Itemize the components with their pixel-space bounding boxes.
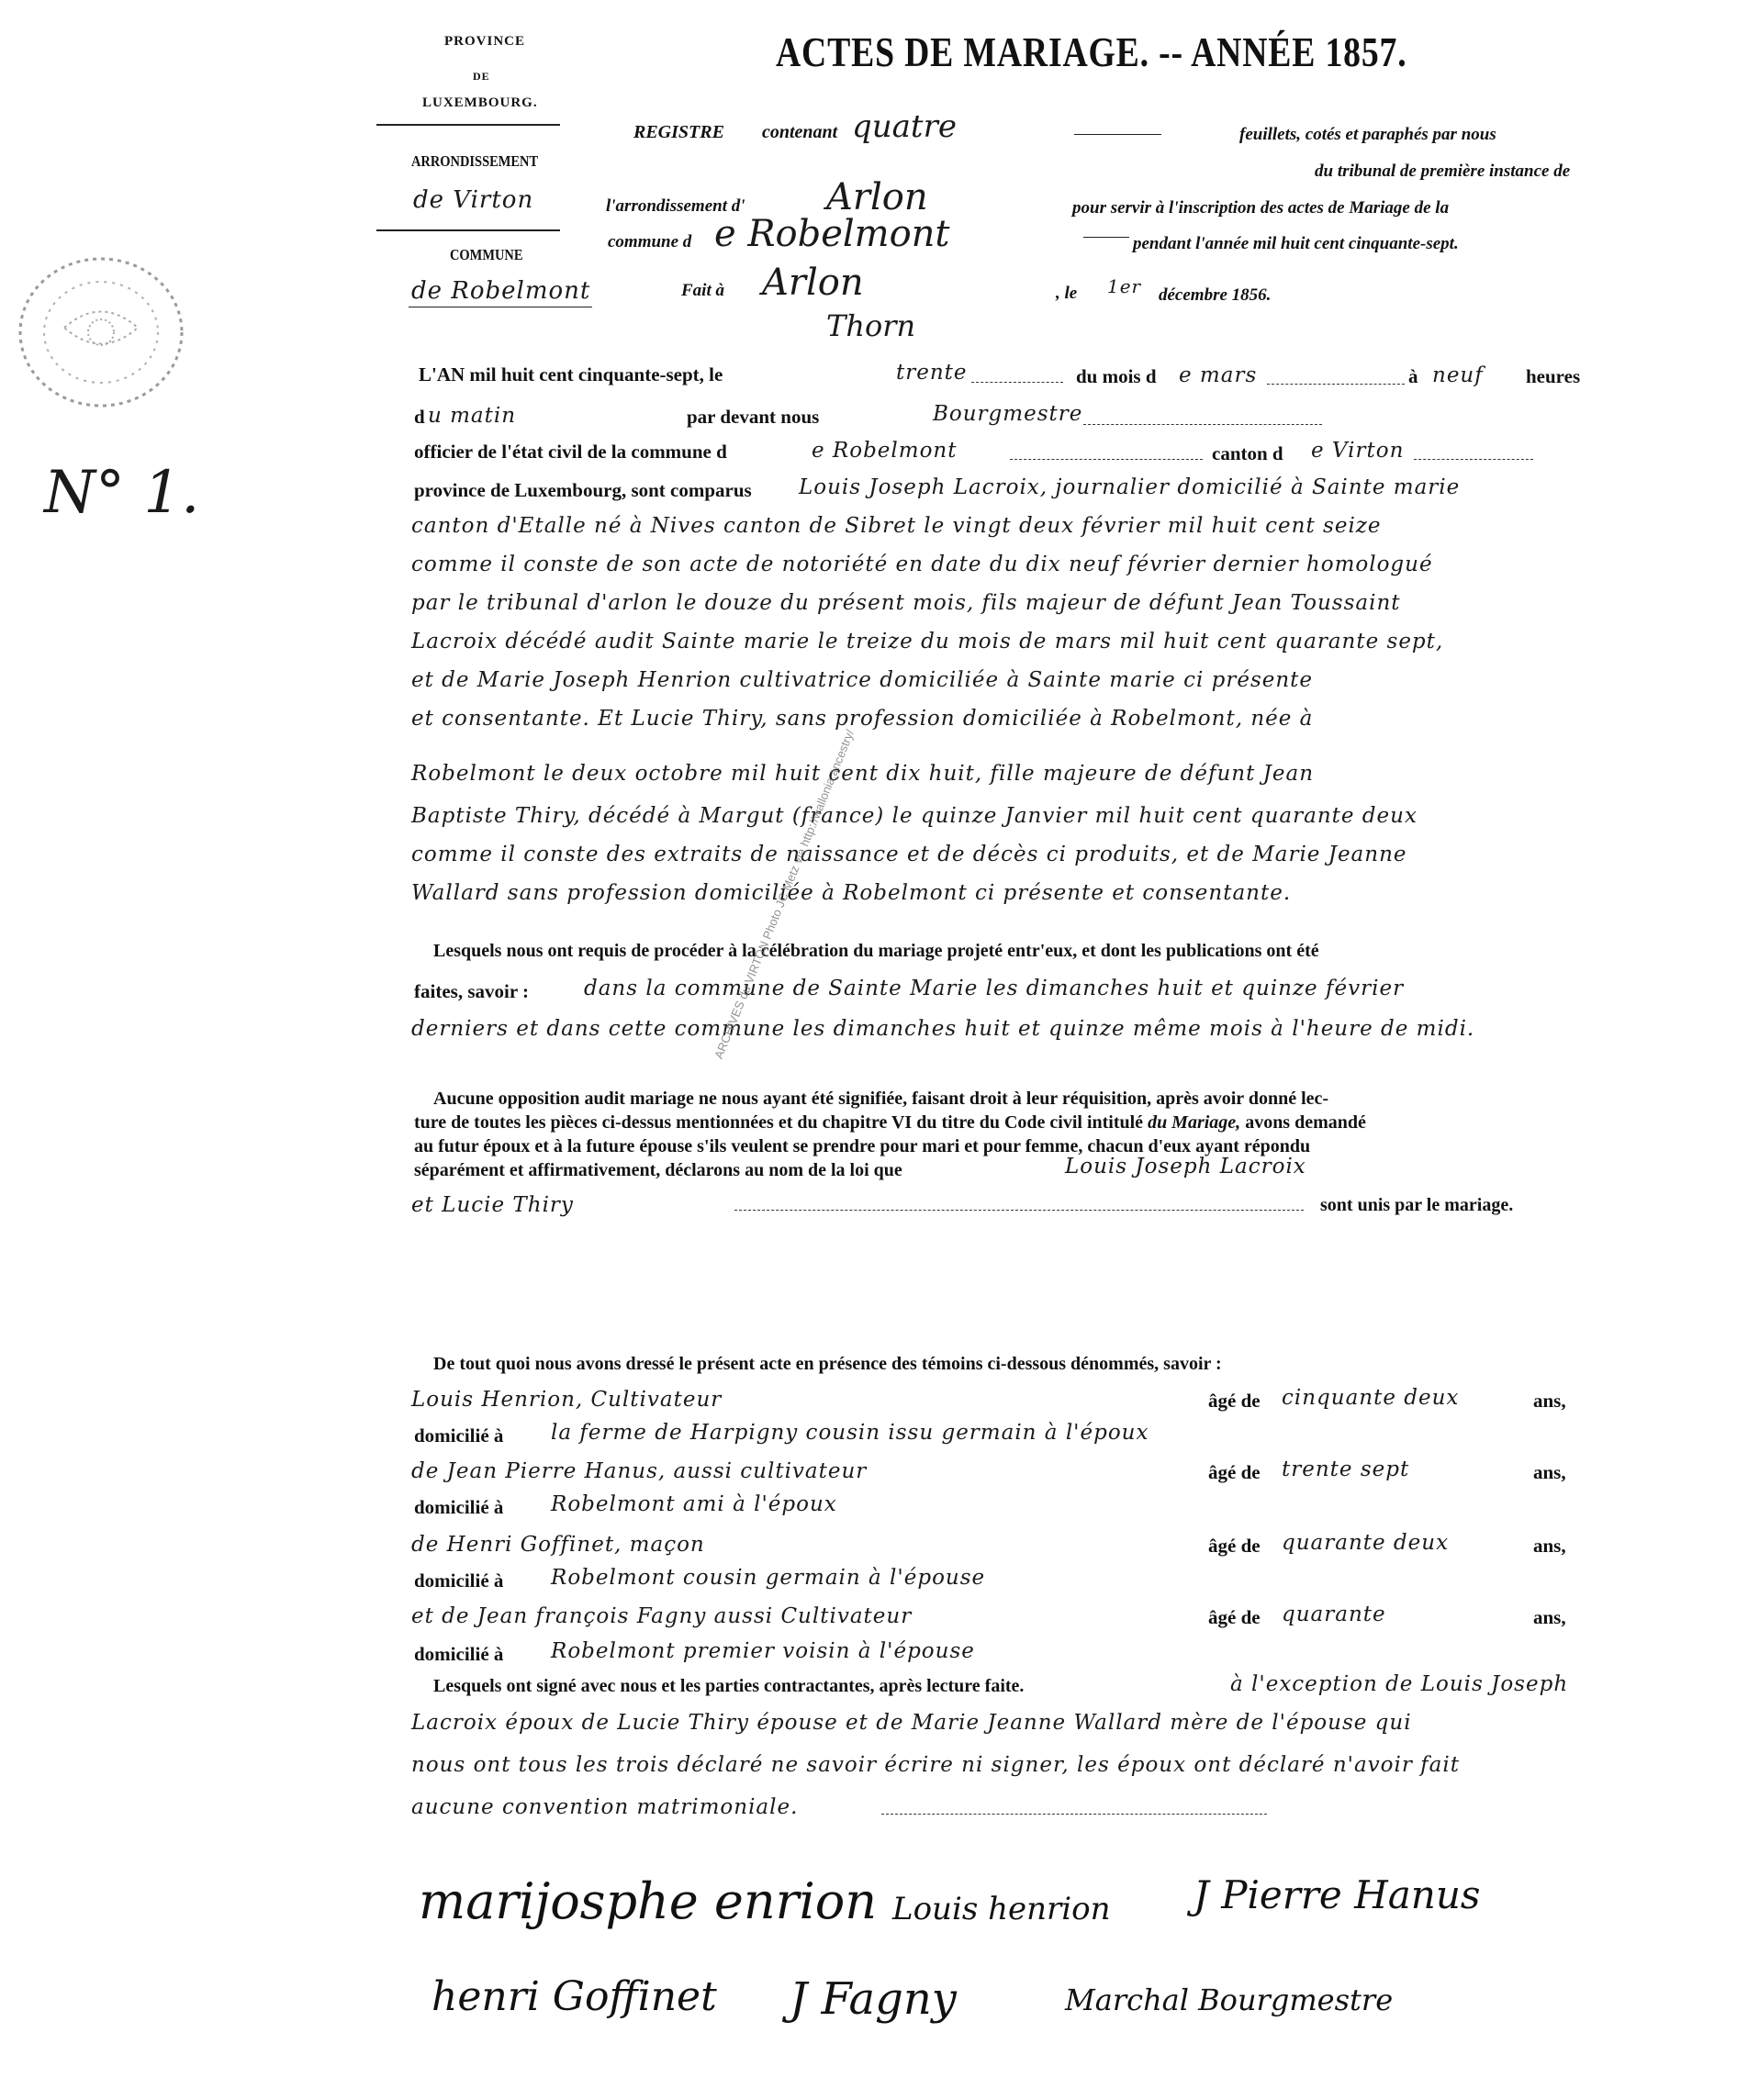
- acte-hand-line-2: comme il conste de son acte de notoriété en date du dix neuf février dernier homologué: [411, 553, 1433, 576]
- opposition-unis-text: sont unis par le mariage.: [1320, 1195, 1514, 1215]
- act-number: N° 1.: [44, 459, 200, 527]
- acte-time-value: u matin: [428, 404, 517, 428]
- witness-3-name: de Henri Goffinet, maçon: [411, 1533, 705, 1557]
- registre-feuillets-line: [1074, 134, 1161, 135]
- registre-contenant: contenant: [762, 122, 838, 142]
- publications-hand-line-2: derniers et dans cette commune les dimanches huit et quinze même mois à l'heure de midi.: [411, 1017, 1475, 1041]
- lecture-hand-line-1: à l'exception de Louis Joseph: [1230, 1672, 1569, 1696]
- lecture-hand-line-4: aucune convention matrimoniale.: [411, 1795, 799, 1819]
- witness-1-age-label: âgé de: [1208, 1390, 1261, 1412]
- acte-officer-line: [1083, 424, 1322, 425]
- lecture-text-1: Lesquels ont signé avec nous et les parties contractantes, après lecture faite.: [433, 1676, 1025, 1696]
- opposition-epoux-value: Louis Joseph Lacroix: [1065, 1155, 1306, 1178]
- province-line-1: PROVINCE: [444, 34, 526, 49]
- acte-hand-line-4: Lacroix décédé audit Sainte marie le treize du mois de mars mil huit cent quarante sept,: [411, 630, 1444, 653]
- commune-label: COMMUNE: [450, 246, 523, 263]
- witness-1-dom: la ferme de Harpigny cousin issu germain à l'époux: [551, 1421, 1149, 1445]
- acte-officier-text: officier de l'état civil de la commune d: [414, 441, 727, 463]
- signature-4: henri Goffinet: [431, 1973, 717, 2020]
- acte-hand-line-9: comme il conste des extraits de naissance et de décès ci produits, et de Marie Jeanne: [411, 843, 1407, 866]
- registre-annee-text: pendant l'année mil huit cent cinquante-sept.: [1133, 234, 1459, 253]
- province-line-3: LUXEMBOURG.: [422, 95, 538, 110]
- acte-d-text: d: [414, 406, 425, 428]
- witness-2-dom-label: domicilié à: [414, 1496, 504, 1518]
- acte-comparus-value: Louis Joseph Lacroix, journalier domicilié à Sainte marie: [799, 475, 1461, 499]
- acte-commune-value: e Robelmont: [812, 439, 958, 463]
- acte-day-line: [971, 382, 1063, 383]
- witness-2-ans-label: ans,: [1533, 1461, 1566, 1483]
- acte-day-value: trente: [896, 361, 968, 385]
- signature-2: Louis henrion: [892, 1891, 1111, 1927]
- acte-hand-line-7: Robelmont le deux octobre mil huit cent dix huit, fille majeure de défunt Jean: [411, 762, 1315, 786]
- opposition-text-4: séparément et affirmativement, déclarons au nom de la loi que: [414, 1160, 902, 1180]
- acte-commune-line: [1010, 459, 1203, 460]
- acte-hand-line-1: canton d'Etalle né à Nives canton de Sibret le vingt deux février mil huit cent seize: [411, 514, 1382, 538]
- registre-tribunal-text: du tribunal de première instance de: [1315, 162, 1571, 181]
- registre-commune-line: [1083, 237, 1129, 238]
- registre-day-value: 1er: [1107, 275, 1142, 297]
- witness-3-age-label: âgé de: [1208, 1535, 1261, 1557]
- witness-1-age: cinquante deux: [1282, 1386, 1460, 1410]
- publications-text-1: Lesquels nous ont requis de procéder à la célébration du mariage projeté entr'eux, et dont les publications ont été: [433, 941, 1319, 961]
- registre-commune-value: e Robelmont: [714, 213, 950, 255]
- publications-hand-line-1: dans la commune de Sainte Marie les dimanches huit et quinze février: [584, 977, 1405, 1000]
- acte-hand-line-3: par le tribunal d'arlon le douze du présent mois, fils majeur de défunt Jean Toussaint: [411, 591, 1401, 615]
- acte-canton-text: canton d: [1212, 442, 1283, 464]
- opposition-text-2: [414, 1112, 1366, 1134]
- registre-arrondissement-value: Arlon: [826, 176, 928, 218]
- witness-1-dom-label: domicilié à: [414, 1424, 504, 1447]
- registre-le-text: , le: [1056, 284, 1078, 303]
- acte-hour-value: neuf: [1432, 363, 1484, 387]
- opposition-text-2-italic: du Mariage,: [1148, 1112, 1241, 1133]
- arrondissement-value: de Virton: [413, 186, 534, 214]
- sidebar-divider-2: [376, 229, 560, 231]
- acte-heures-text: heures: [1526, 365, 1581, 387]
- acte-an-text: L'AN mil huit cent cinquante-sept, le: [419, 363, 723, 385]
- acte-devant-text: par devant nous: [687, 406, 820, 428]
- acte-canton-line: [1414, 459, 1533, 460]
- acte-province-text: province de Luxembourg, sont comparus: [414, 479, 752, 501]
- registre-feuillets-value: quatre: [852, 108, 957, 145]
- opposition-text-3: au futur époux et à la future épouse s'ils veulent se prendre pour mari et pour femme, chacun d'eux ayant répondu: [414, 1136, 1311, 1156]
- registre-paraph: Thorn: [826, 308, 916, 343]
- signature-6: Marchal Bourgmestre: [1065, 1983, 1394, 2017]
- acte-mois-text: du mois d: [1076, 365, 1157, 387]
- lecture-end-line: [881, 1814, 1267, 1815]
- opposition-epouse-line: [734, 1210, 1304, 1211]
- acte-month-value: e mars: [1179, 363, 1258, 387]
- opposition-text-2b: avons demandé: [1245, 1112, 1366, 1133]
- witness-4-ans-label: ans,: [1533, 1606, 1566, 1628]
- registre-inscription-text: pour servir à l'inscription des actes de Mariage de la: [1072, 198, 1450, 218]
- opposition-epouse-value: et Lucie Thiry: [411, 1193, 574, 1217]
- registre-fait-value: Arlon: [762, 262, 864, 304]
- registre-arrondissement-text: l'arrondissement d': [606, 196, 745, 216]
- lecture-hand-line-3: nous ont tous les trois déclaré ne savoir écrire ni signer, les époux ont déclaré n'avoir fait: [411, 1753, 1460, 1777]
- witness-2-name: de Jean Pierre Hanus, aussi cultivateur: [411, 1459, 868, 1483]
- temoins-intro: De tout quoi nous avons dressé le présent acte en présence des témoins ci-dessous dénommés, savoir :: [433, 1354, 1222, 1374]
- acte-hand-line-5: et de Marie Joseph Henrion cultivatrice domiciliée à Sainte marie ci présente: [411, 668, 1314, 692]
- opposition-text-1: Aucune opposition audit mariage ne nous ayant été signifiée, faisant droit à leur réquisition, après avoir donné lec-: [433, 1089, 1329, 1109]
- witness-1-name: Louis Henrion, Cultivateur: [411, 1388, 723, 1412]
- province-line-2: DE: [473, 70, 490, 83]
- registre-fait-label: Fait à: [681, 281, 724, 300]
- witness-4-age-label: âgé de: [1208, 1606, 1261, 1628]
- signature-1: marijosphe enrion: [419, 1872, 878, 1930]
- acte-hand-line-8: Baptiste Thiry, décédé à Margut (france) le quinze Janvier mil huit cent quarante deux: [411, 804, 1418, 828]
- acte-canton-value: e Virton: [1311, 439, 1405, 463]
- watermark-text: ARCHIVES du VIRTON Photo JC Metz via http://wallonia.ancestry/: [712, 727, 857, 1061]
- lecture-hand-line-2: Lacroix époux de Lucie Thiry épouse et de Marie Jeanne Wallard mère de l'épouse qui: [411, 1711, 1412, 1735]
- opposition-text-2a: ture de toutes les pièces ci-dessus mentionnées et du chapitre VI du titre du Code civil intitulé: [414, 1112, 1144, 1133]
- acte-hand-line-6: et consentante. Et Lucie Thiry, sans profession domiciliée à Robelmont, née à: [411, 707, 1314, 731]
- commune-value: de Robelmont: [411, 277, 591, 305]
- witness-1-ans-label: ans,: [1533, 1390, 1566, 1412]
- witness-2-age-label: âgé de: [1208, 1461, 1261, 1483]
- arrondissement-label: ARRONDISSEMENT: [411, 152, 539, 170]
- signature-5: J Fagny: [790, 1973, 957, 2025]
- registre-label: REGISTRE: [633, 122, 724, 142]
- witness-2-age: trente sept: [1282, 1458, 1410, 1481]
- witness-3-dom-label: domicilié à: [414, 1569, 504, 1592]
- witness-3-age: quarante deux: [1282, 1531, 1450, 1555]
- acte-a-text: à: [1408, 365, 1418, 387]
- acte-hand-line-10: Wallard sans profession domiciliée à Robelmont ci présente et consentante.: [411, 881, 1292, 905]
- witness-3-ans-label: ans,: [1533, 1535, 1566, 1557]
- seal-stamp: [0, 240, 184, 424]
- registre-date-text: décembre 1856.: [1159, 285, 1272, 305]
- signature-3: J Pierre Hanus: [1193, 1872, 1481, 1917]
- registre-commune-text: commune d: [608, 232, 692, 251]
- sidebar-divider-1: [376, 124, 560, 126]
- publications-faites-text: faites, savoir :: [414, 980, 530, 1002]
- witness-3-dom: Robelmont cousin germain à l'épouse: [551, 1566, 986, 1590]
- witness-4-age: quarante: [1282, 1603, 1386, 1626]
- witness-4-dom-label: domicilié à: [414, 1643, 504, 1665]
- witness-4-name: et de Jean françois Fagny aussi Cultivateur: [411, 1604, 913, 1628]
- witness-4-dom: Robelmont premier voisin à l'épouse: [551, 1639, 975, 1663]
- witness-2-dom: Robelmont ami à l'époux: [551, 1492, 837, 1516]
- page-title: ACTES DE MARIAGE. -- ANNÉE 1857.: [776, 28, 1407, 75]
- registre-feuillets-text: feuillets, cotés et paraphés par nous: [1239, 125, 1496, 144]
- acte-month-line: [1267, 384, 1405, 385]
- acte-officer-value: Bourgmestre: [933, 402, 1083, 426]
